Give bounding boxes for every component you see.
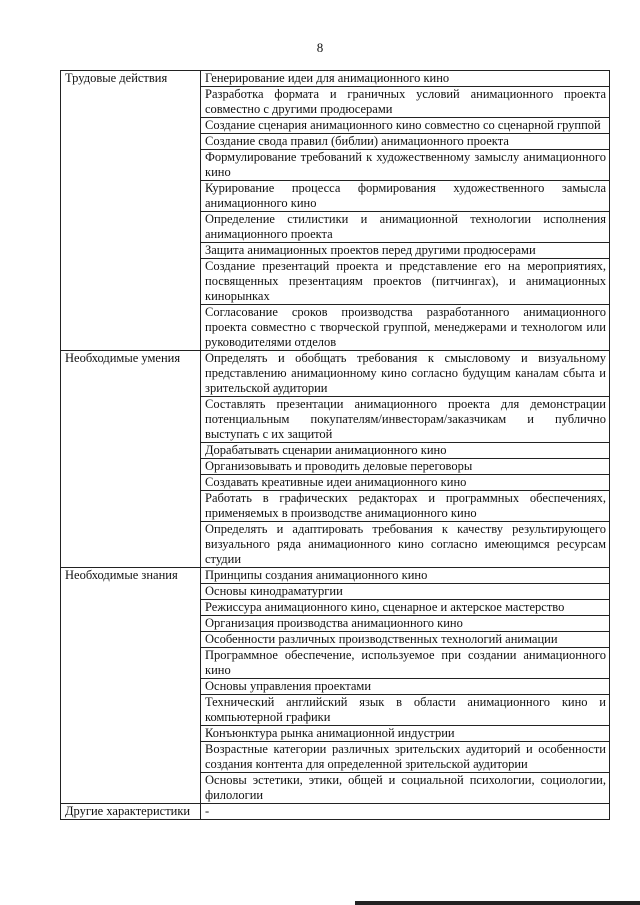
- section-item: Формулирование требований к художественному замыслу анимационного кино: [201, 150, 610, 181]
- table-row: [61, 71, 610, 87]
- table-row: [61, 351, 610, 397]
- page-number: 8: [316, 40, 324, 55]
- requirements-table: [60, 70, 610, 820]
- section-item: Принципы создания анимационного кино: [201, 568, 610, 584]
- section-item: Составлять презентации анимационного проекта для демонстрации потенциальным покупателям/инвесторам/заказчикам и публично выступать с их защитой: [201, 397, 610, 443]
- section-item: Возрастные категории различных зрительских аудиторий и особенности создания контента для определенной зрительской аудитории: [201, 742, 610, 773]
- section-item: Курирование процесса формирования художественного замысла анимационного кино: [201, 181, 610, 212]
- section-item: -: [201, 804, 610, 820]
- section-item: Работать в графических редакторах и программных обеспечениях, применяемых в производстве анимационного кино: [201, 491, 610, 522]
- section-item: Основы эстетики, этики, общей и социальной психологии, социологии, филологии: [201, 773, 610, 804]
- table-row: [61, 804, 610, 820]
- section-label: Другие характеристики: [61, 804, 201, 820]
- section-item: Согласование сроков производства разработанного анимационного проекта совместно с творческой группой, менеджерами и технологом или руководителями отделов: [201, 305, 610, 351]
- table-row: [61, 568, 610, 584]
- section-item: Дорабатывать сценарии анимационного кино: [201, 443, 610, 459]
- section-item: Создание свода правил (библии) анимационного проекта: [201, 134, 610, 150]
- section-item: Конъюнктура рынка анимационной индустрии: [201, 726, 610, 742]
- section-label: Необходимые знания: [61, 568, 201, 804]
- section-item: Режиссура анимационного кино, сценарное и актерское мастерство: [201, 600, 610, 616]
- section-item: Организация производства анимационного кино: [201, 616, 610, 632]
- section-item: Разработка формата и граничных условий анимационного проекта совместно с другими продюсерами: [201, 87, 610, 118]
- section-item: Программное обеспечение, используемое при создании анимационного кино: [201, 648, 610, 679]
- scan-edge-mark: [355, 901, 640, 905]
- section-item: Создание презентаций проекта и представление его на мероприятиях, посвященных презентациям проектов (питчингах), и анимационных кинорынках: [201, 259, 610, 305]
- section-label: Необходимые умения: [61, 351, 201, 568]
- section-item: Особенности различных производственных технологий анимации: [201, 632, 610, 648]
- section-item: Определять и адаптировать требования к качеству результирующего визуального ряда анимационного кино согласно имеющимся ресурсам студии: [201, 522, 610, 568]
- section-item: Технический английский язык в области анимационного кино и компьютерной графики: [201, 695, 610, 726]
- section-item: Основы управления проектами: [201, 679, 610, 695]
- section-item: Организовывать и проводить деловые переговоры: [201, 459, 610, 475]
- section-item: Создание сценария анимационного кино совместно со сценарной группой: [201, 118, 610, 134]
- section-item: Определять и обобщать требования к смысловому и визуальному представлению анимационному кино согласно будущим каналам сбыта и зрительской аудитории: [201, 351, 610, 397]
- section-item: Защита анимационных проектов перед другими продюсерами: [201, 243, 610, 259]
- section-label: Трудовые действия: [61, 71, 201, 351]
- section-item: Определение стилистики и анимационной технологии исполнения анимационного проекта: [201, 212, 610, 243]
- section-item: Основы кинодраматургии: [201, 584, 610, 600]
- section-item: Создавать креативные идеи анимационного кино: [201, 475, 610, 491]
- section-item: Генерирование идеи для анимационного кино: [201, 71, 610, 87]
